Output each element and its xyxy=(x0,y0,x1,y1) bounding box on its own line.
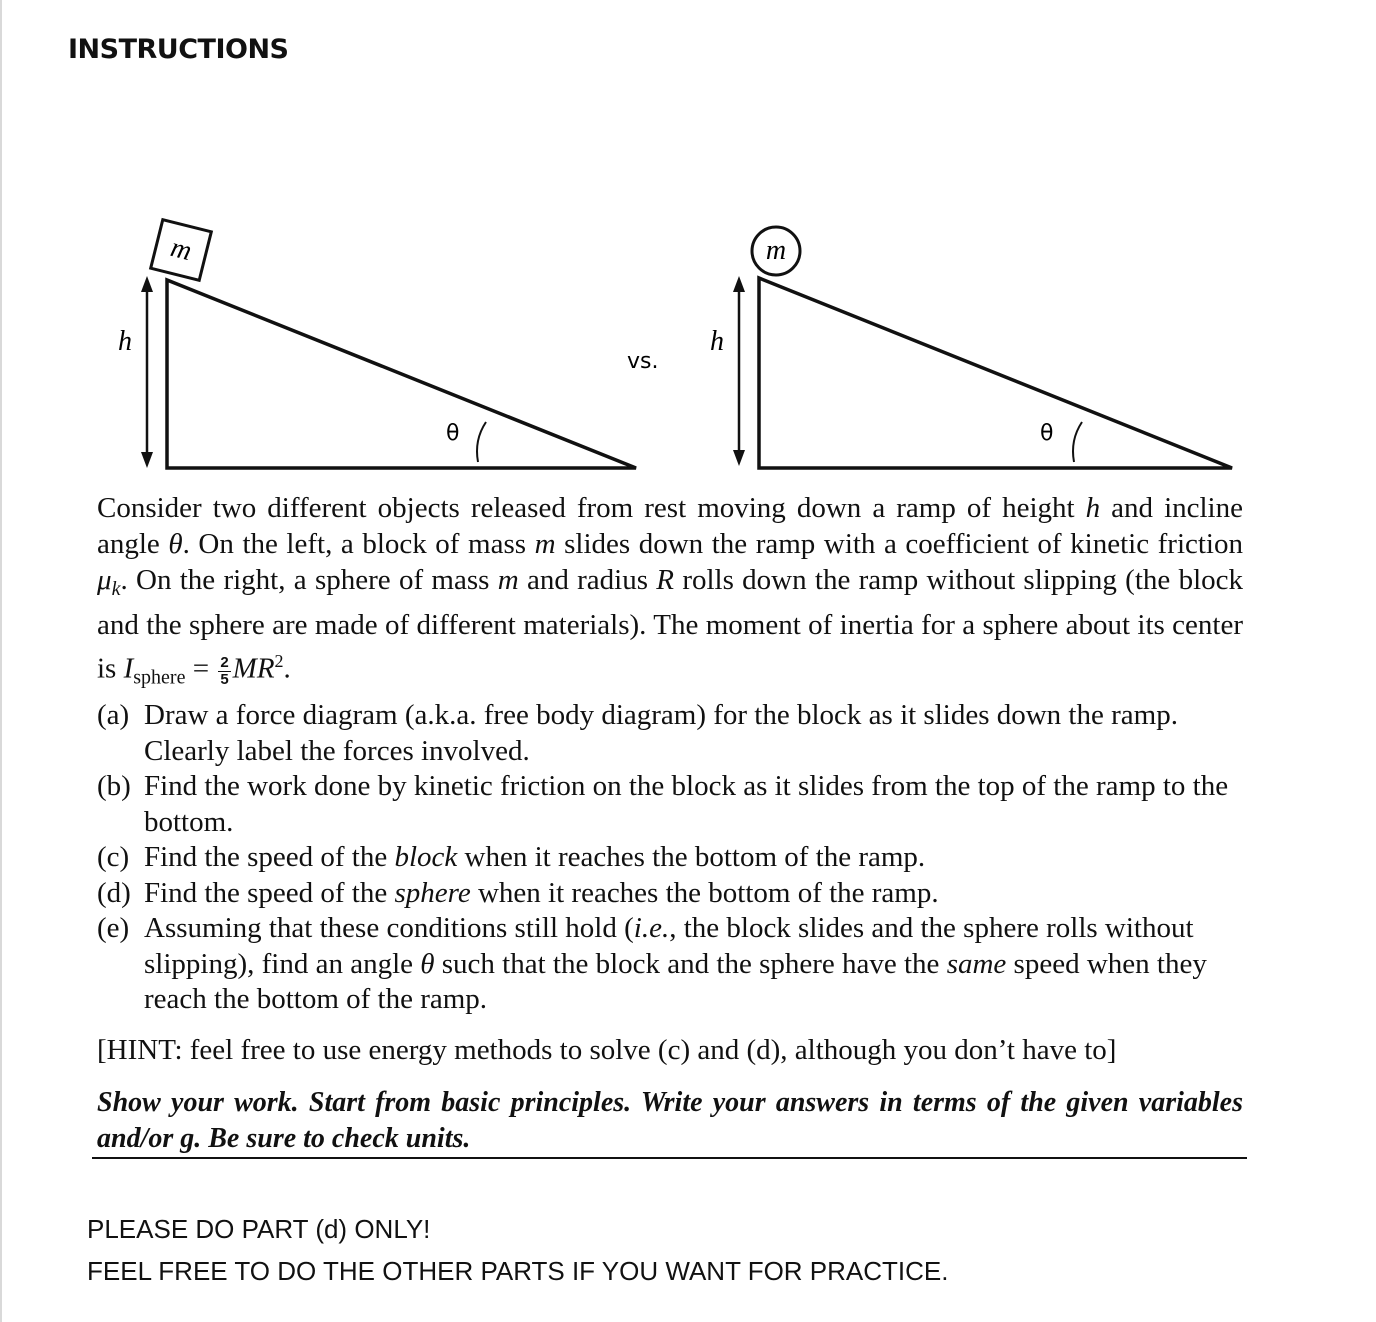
part-d: (d) Find the speed of the sphere when it reaches the bottom of the ramp. xyxy=(97,876,939,909)
hint-text: [HINT: feel free to use energy methods to solve (c) and (d), although you don’t have to] xyxy=(97,1034,1117,1066)
block-mass-label: m xyxy=(167,232,195,268)
ramp-figure xyxy=(0,0,1376,490)
vs-label: vs. xyxy=(627,349,659,374)
left-angle-arc xyxy=(477,422,486,462)
right-ramp-triangle xyxy=(759,278,1232,468)
left-height-arrowhead-top xyxy=(141,276,153,292)
right-height-arrowhead-top xyxy=(733,276,745,292)
right-height-arrowhead-bottom xyxy=(733,450,745,466)
part-c: (c) Find the speed of the block when it reaches the bottom of the ramp. xyxy=(97,841,926,873)
right-height-label: h xyxy=(710,326,724,357)
problem-statement: Consider two different objects released from rest moving down a ramp of height h and incline angle θ. On the left, a block of mass m slides down the ramp with a coefficient of kinetic friction $\mu_k$. On the right, a sphere of mass m and radius R rolls down the ramp without slipping (the block and the sphere are made of different materials). The moment of inertia for a sphere about its center is $I_{sphere}$ = $\frac{2}{5}$ $MR^2$. xyxy=(97,492,1243,689)
left-height-arrowhead-bottom xyxy=(141,452,153,468)
note-practice: FEEL FREE TO DO THE OTHER PARTS IF YOU WANT FOR PRACTICE. xyxy=(87,1256,949,1286)
divider-line xyxy=(92,1157,1247,1159)
left-height-label: h xyxy=(118,326,132,357)
right-angle-arc xyxy=(1073,422,1082,462)
right-ramp xyxy=(710,227,1232,468)
block xyxy=(151,220,212,281)
note-part-d-only: PLEASE DO PART (d) ONLY! xyxy=(87,1214,431,1244)
question-parts xyxy=(97,698,1237,1018)
part-e: (e) Assuming that these conditions still hold (i.e., the block slides and the sphere rolls without slipping), find an angle θ such that the block and the sphere have the same speed when they reach the bottom of the ramp. xyxy=(97,912,1207,1015)
left-angle-label: θ xyxy=(446,421,460,446)
show-work-instructions: Show your work. Start from basic principles. Write your answers in terms of the given variables and/or g. Be sure to check units. xyxy=(97,1087,1243,1154)
sphere-mass-label: m xyxy=(765,235,787,266)
page-heading: INSTRUCTIONS xyxy=(68,34,289,65)
left-ramp xyxy=(118,220,636,468)
two-fifths-fraction: $\frac{2}{5}$ xyxy=(220,653,229,688)
part-b: (b) Find the work done by kinetic friction on the block as it slides from the top of the ramp to the bottom. xyxy=(97,770,1229,838)
left-ramp-triangle xyxy=(167,280,636,468)
part-a: (a) Draw a force diagram (a.k.a. free body diagram) for the block as it slides down the ramp. Clearly label the forces involved. xyxy=(97,699,1178,767)
right-angle-label: θ xyxy=(1040,421,1054,446)
